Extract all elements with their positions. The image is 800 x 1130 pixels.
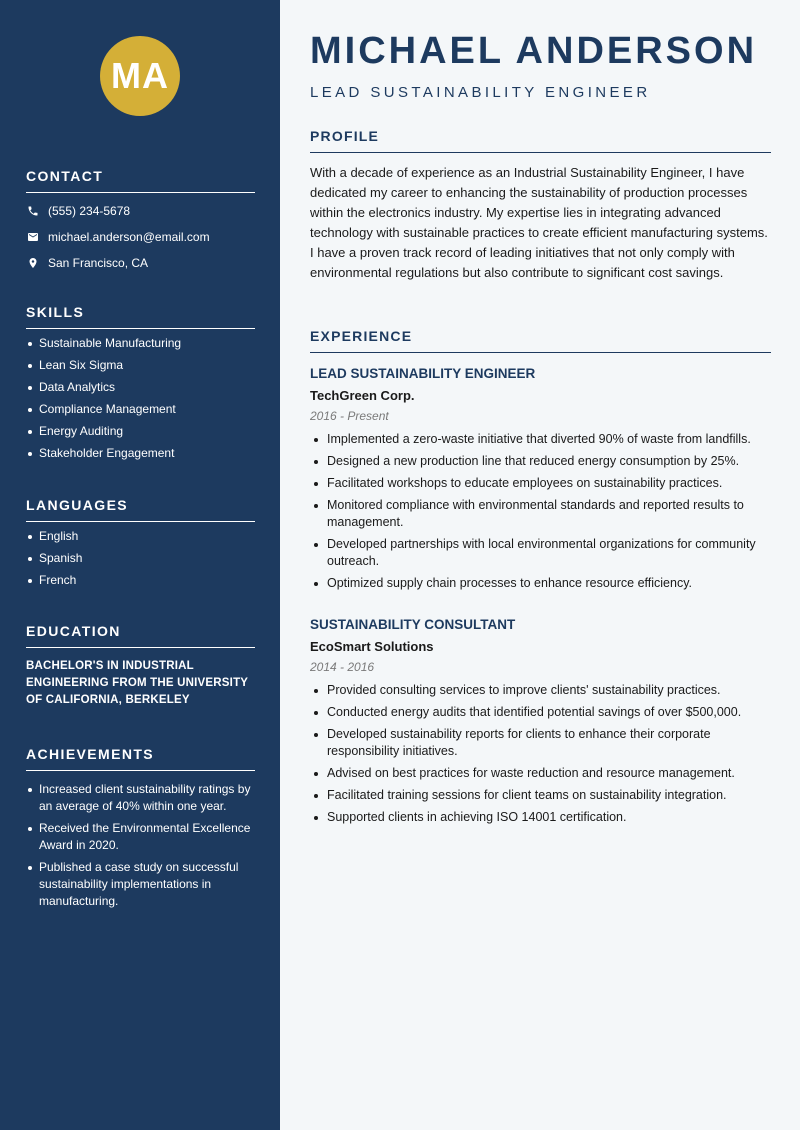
contact-phone [26, 203, 255, 219]
job-entry [310, 366, 771, 592]
job-title: SUSTAINABILITY CONSULTANT [310, 617, 516, 632]
skill-item: Stakeholder Engagement [26, 445, 255, 462]
job-bullet: Designed a new production line that reduced energy consumption by 25%. [310, 453, 771, 470]
job-bullet: Monitored compliance with environmental standards and reported results to management. [310, 497, 771, 531]
email-icon [26, 230, 40, 244]
language-item: Spanish [26, 550, 255, 567]
job-bullets [310, 431, 771, 592]
achievements-heading: ACHIEVEMENTS [26, 746, 255, 771]
company-name: TechGreen Corp. [310, 388, 415, 403]
job-bullet: Developed sustainability reports for clients to enhance their corporate responsibility initiatives. [310, 726, 771, 760]
job-bullet: Developed partnerships with local environmental organizations for community outreach. [310, 536, 771, 570]
contact-section [26, 168, 255, 271]
job-bullet: Provided consulting services to improve clients' sustainability practices. [310, 682, 771, 699]
job-bullet: Facilitated workshops to educate employees on sustainability practices. [310, 475, 771, 492]
education-heading: EDUCATION [26, 623, 255, 648]
job-bullet: Conducted energy audits that identified potential savings of over $500,000. [310, 704, 771, 721]
achievement-item: Increased client sustainability ratings by an average of 40% within one year. [26, 781, 255, 815]
languages-heading: LANGUAGES [26, 497, 255, 522]
skill-item: Energy Auditing [26, 423, 255, 440]
candidate-name: MICHAEL ANDERSON [310, 30, 758, 72]
candidate-role: LEAD SUSTAINABILITY ENGINEER [310, 84, 651, 101]
languages-section [26, 497, 255, 589]
achievement-item: Published a case study on successful sustainability implementations in manufacturing. [26, 859, 255, 910]
phone-text[interactable]: (555) 234-5678 [48, 204, 131, 218]
experience-heading: EXPERIENCE [310, 328, 771, 353]
skills-list [26, 335, 255, 462]
contact-heading: CONTACT [26, 168, 255, 193]
email-text[interactable]: michael.anderson@email.com [48, 230, 210, 244]
skill-item: Compliance Management [26, 401, 255, 418]
company-name: EcoSmart Solutions [310, 639, 434, 654]
location-pin-icon [26, 256, 40, 270]
education-section [26, 623, 255, 709]
contact-location [26, 255, 255, 271]
job-entry [310, 617, 771, 826]
skill-item: Lean Six Sigma [26, 357, 255, 374]
job-dates: 2016 - Present [310, 409, 389, 423]
language-item: English [26, 528, 255, 545]
job-title: LEAD SUSTAINABILITY ENGINEER [310, 366, 536, 381]
skills-section [26, 304, 255, 462]
contact-email [26, 229, 255, 245]
skill-item: Data Analytics [26, 379, 255, 396]
phone-icon [26, 204, 40, 218]
job-dates: 2014 - 2016 [310, 660, 375, 674]
job-bullet: Implemented a zero-waste initiative that diverted 90% of waste from landfills. [310, 431, 771, 448]
job-bullet: Supported clients in achieving ISO 14001 certification. [310, 809, 771, 826]
job-bullet: Facilitated training sessions for client teams on sustainability integration. [310, 787, 771, 804]
job-bullet: Advised on best practices for waste reduction and resource management. [310, 765, 771, 782]
job-bullets [310, 682, 771, 826]
initials-avatar: MA [100, 36, 180, 116]
profile-heading: PROFILE [310, 128, 771, 153]
skill-item: Sustainable Manufacturing [26, 335, 255, 352]
language-item: French [26, 572, 255, 589]
profile-text: With a decade of experience as an Industrial Sustainability Engineer, I have dedicated my career to enhancing the sustainability of production processes within the electronics industry. My expertise lies in integrating advanced technology with sustainable practices to create efficient manufacturing systems. I have a proven track record of leading initiatives that not only comply with environmental regulations but also contribute to significant cost savings. [310, 165, 768, 280]
achievements-list [26, 781, 255, 910]
job-bullet: Optimized supply chain processes to enhance resource efficiency. [310, 575, 771, 592]
languages-list [26, 528, 255, 589]
skills-heading: SKILLS [26, 304, 255, 329]
location-text: San Francisco, CA [48, 256, 149, 270]
sidebar [0, 0, 280, 1130]
achievement-item: Received the Environmental Excellence Award in 2020. [26, 820, 255, 854]
education-degree: BACHELOR'S IN INDUSTRIAL ENGINEERING FROM THE UNIVERSITY OF CALIFORNIA, BERKELEY [26, 660, 248, 706]
achievements-section [26, 746, 255, 910]
